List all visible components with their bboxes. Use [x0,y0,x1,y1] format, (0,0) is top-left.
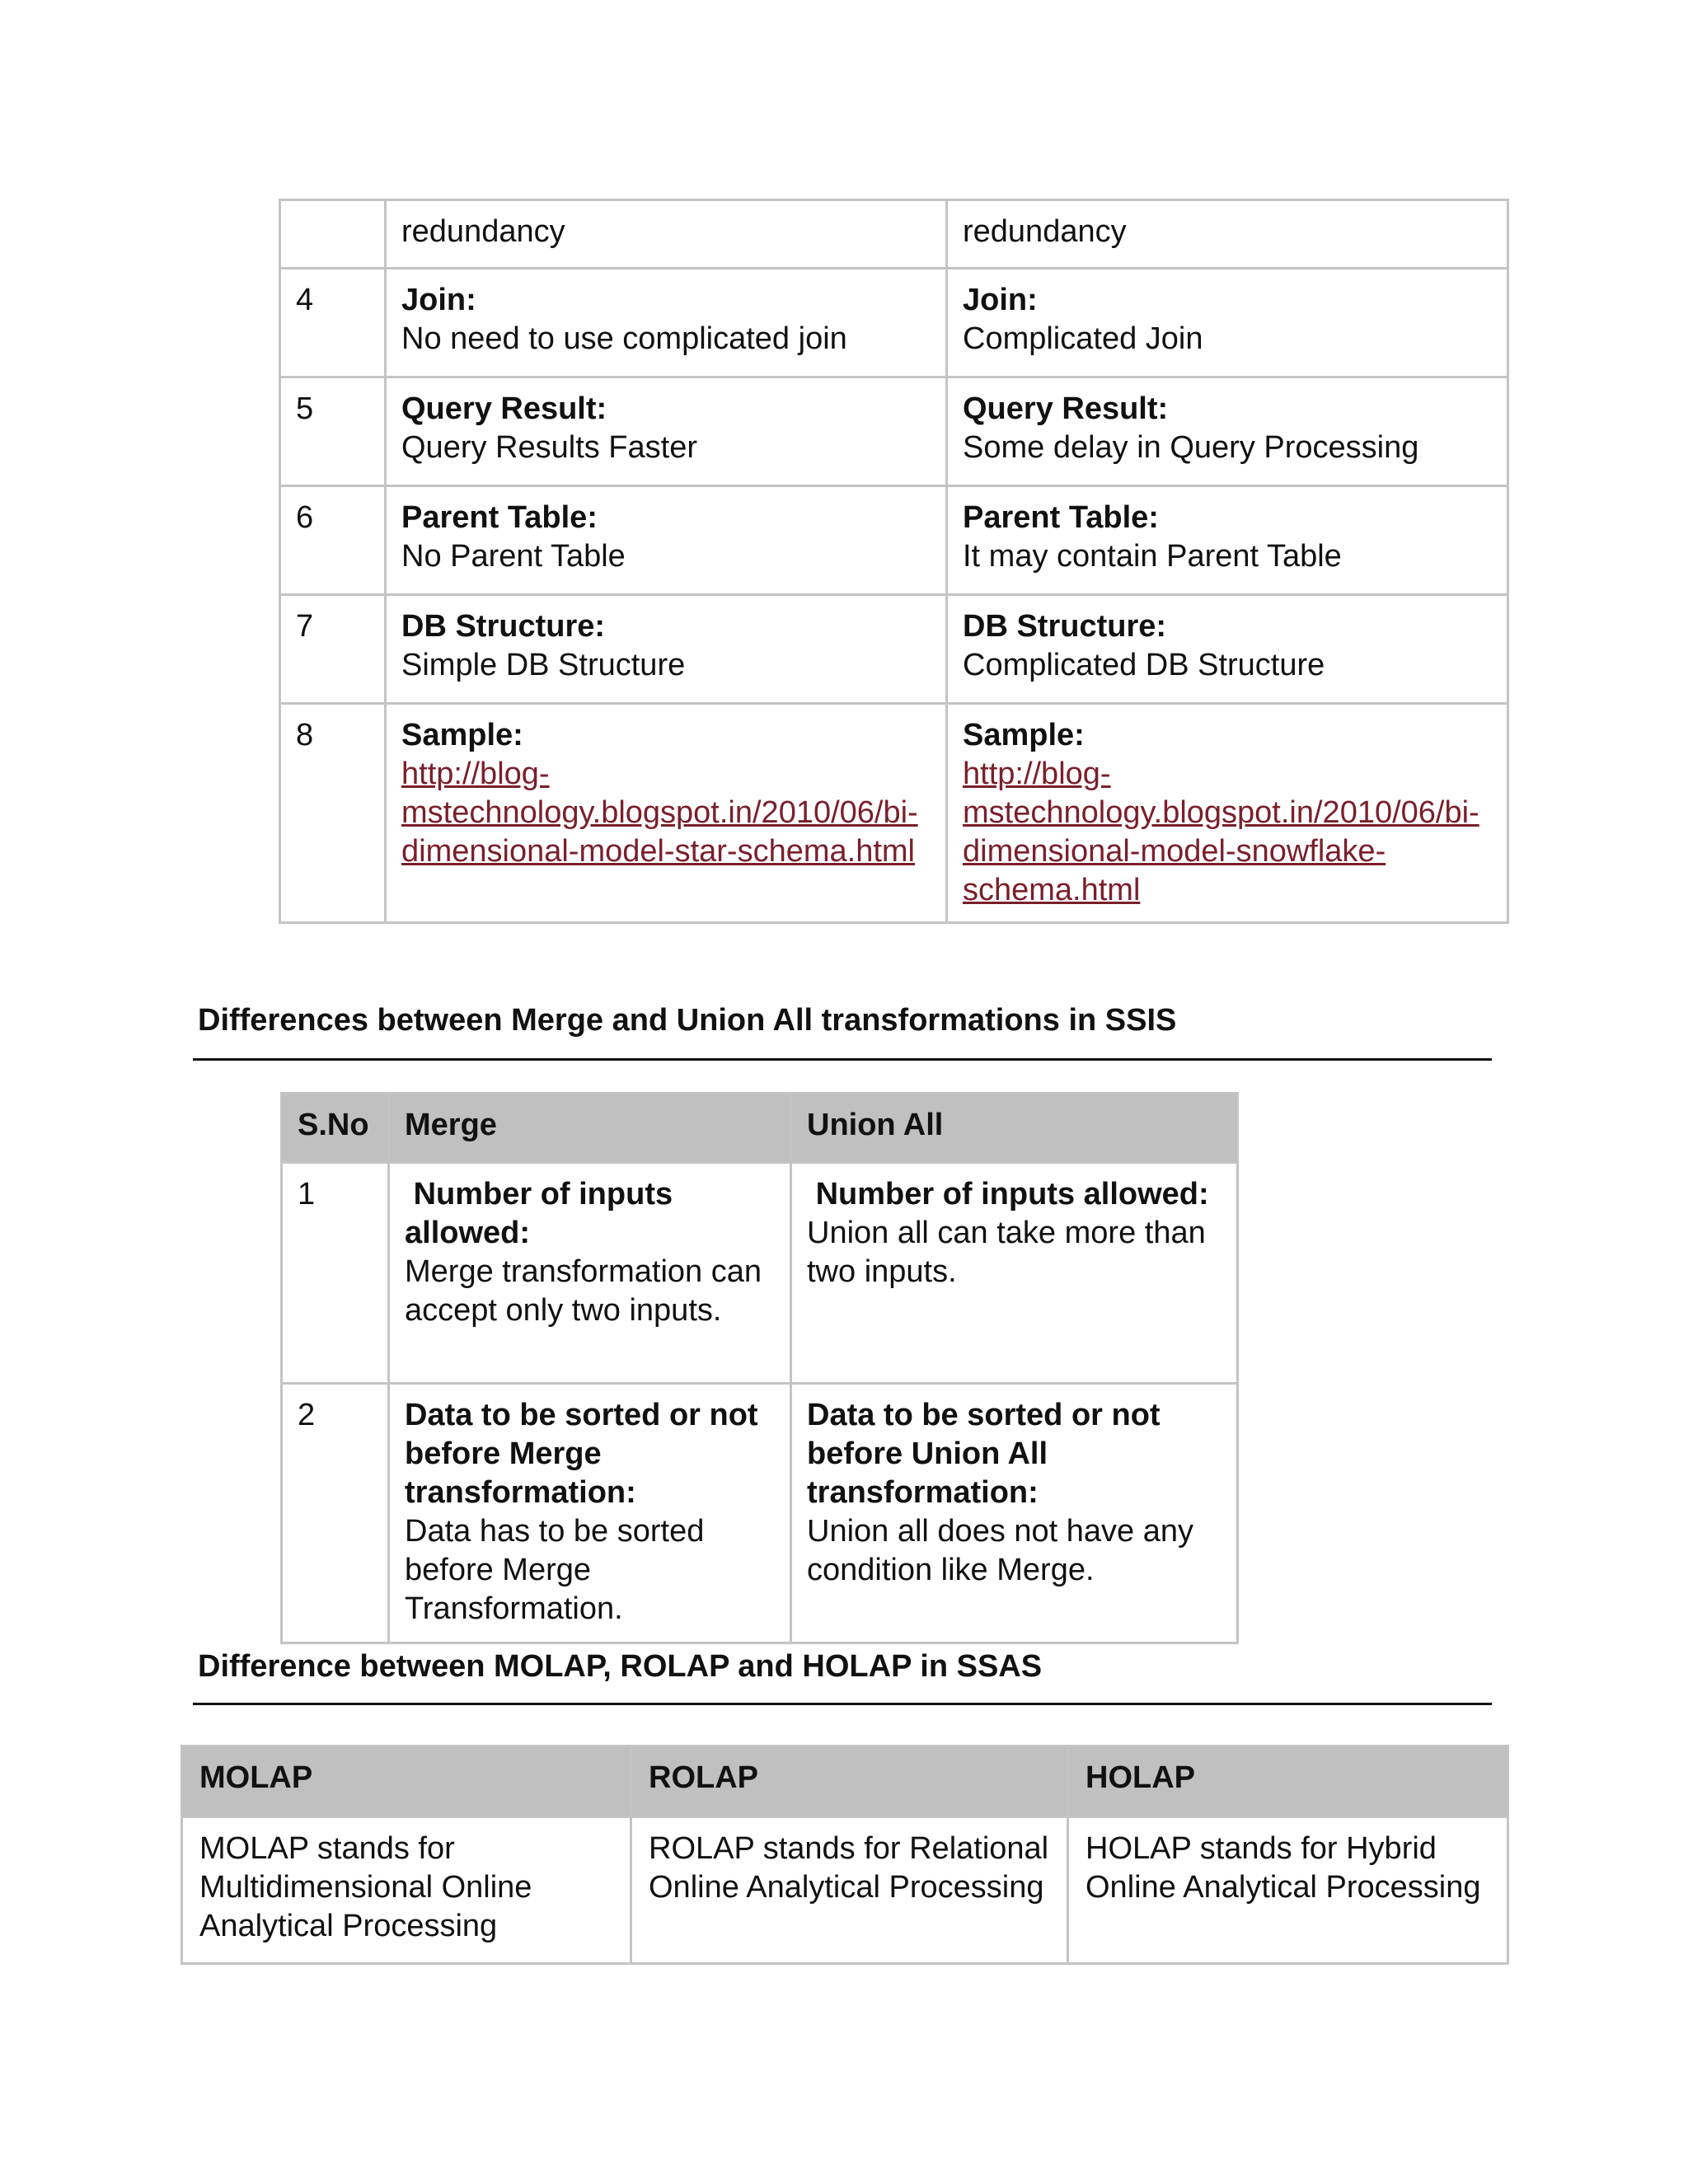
snowflake-cell [947,200,1508,269]
cell-label: DB Structure: [963,609,1167,644]
cell-label: Data to be sorted or not before Merge transformation: [405,1398,758,1510]
cell-value: Simple DB Structure [401,648,686,682]
star-snowflake-table [279,199,1509,924]
snowflake-cell [947,377,1508,486]
cell-value: Union all can take more than two inputs. [807,1216,1206,1289]
merge-cell [389,1384,791,1643]
merge-union-heading: Differences between Merge and Union All transformations in SSIS [198,1003,1177,1038]
molap-cell: MOLAP stands for Multidimensional Online Analytical Processing [182,1817,631,1964]
star-schema-link[interactable]: http://blog-mstechnology.blogspot.in/2010/06/bi-dimensional-model-star-schema.html [401,757,918,869]
union-all-cell [791,1384,1238,1643]
cell-label: Join: [401,283,476,317]
cell-label: Parent Table: [963,500,1159,535]
rolap-cell: ROLAP stands for Relational Online Analytical Processing [631,1817,1068,1964]
cell-value: Complicated Join [963,321,1203,356]
star-cell [386,595,947,704]
row-number: 4 [280,269,386,377]
heading-underline [193,1703,1492,1705]
snowflake-schema-link[interactable]: http://blog-mstechnology.blogspot.in/2010/06/bi-dimensional-model-snowflake-schema.html [963,757,1479,907]
cell-value: It may contain Parent Table [963,539,1342,574]
cell-value: Some delay in Query Processing [963,430,1419,465]
cell-value: Union all does not have any condition like Merge. [807,1514,1193,1587]
molap-rolap-holap-heading: Difference between MOLAP, ROLAP and HOLAP in SSAS [198,1649,1043,1684]
olap-table [181,1745,1509,1965]
cell-label: Number of inputs allowed: [405,1177,682,1250]
table-row [182,1817,1508,1964]
snowflake-cell [947,704,1508,923]
cell-value: No need to use complicated join [401,321,847,356]
table-row [280,704,1508,923]
row-number: 6 [280,486,386,595]
row-number: 8 [280,704,386,923]
row-number [280,200,386,269]
header-row [182,1746,1508,1817]
cell-label: Number of inputs allowed: [807,1177,1209,1212]
merge-union-table [280,1092,1239,1644]
cell-label: Sample: [963,718,1085,752]
header-molap: MOLAP [182,1746,631,1817]
header-merge: Merge [389,1094,791,1163]
row-number: 5 [280,377,386,486]
table-row [280,595,1508,704]
row-number: 2 [282,1384,389,1643]
table-row [280,377,1508,486]
cell-value: Data has to be sorted before Merge Transformation. [405,1514,705,1626]
snowflake-cell [947,595,1508,704]
star-cell [386,704,947,923]
star-cell [386,486,947,595]
table-row [280,486,1508,595]
star-cell [386,200,947,269]
table-row [280,269,1508,377]
cell-label: DB Structure: [401,609,606,644]
table-row [282,1384,1238,1643]
table-row [280,200,1508,269]
cell-label: Sample: [401,718,523,752]
row-number: 7 [280,595,386,704]
header-sno: S.No [282,1094,389,1163]
header-rolap: ROLAP [631,1746,1068,1817]
merge-cell [389,1163,791,1384]
snowflake-cell [947,269,1508,377]
snowflake-cell [947,486,1508,595]
cell-value: redundancy [401,214,565,249]
header-union-all: Union All [791,1094,1238,1163]
cell-label: Parent Table: [401,500,598,535]
header-holap: HOLAP [1068,1746,1508,1817]
heading-underline [193,1058,1492,1061]
cell-value: redundancy [963,214,1127,249]
holap-cell: HOLAP stands for Hybrid Online Analytical Processing [1068,1817,1508,1964]
header-row [282,1094,1238,1163]
table-row [282,1163,1238,1384]
cell-label: Data to be sorted or not before Union All transformation: [807,1398,1160,1510]
row-number: 1 [282,1163,389,1384]
cell-value: Complicated DB Structure [963,648,1325,682]
cell-label: Query Result: [963,391,1169,426]
star-cell [386,377,947,486]
star-cell [386,269,947,377]
cell-value: Query Results Faster [401,430,697,465]
cell-value: Merge transformation can accept only two inputs. [405,1254,762,1328]
union-all-cell [791,1163,1238,1384]
cell-value: No Parent Table [401,539,626,574]
cell-label: Join: [963,283,1038,317]
cell-label: Query Result: [401,391,607,426]
